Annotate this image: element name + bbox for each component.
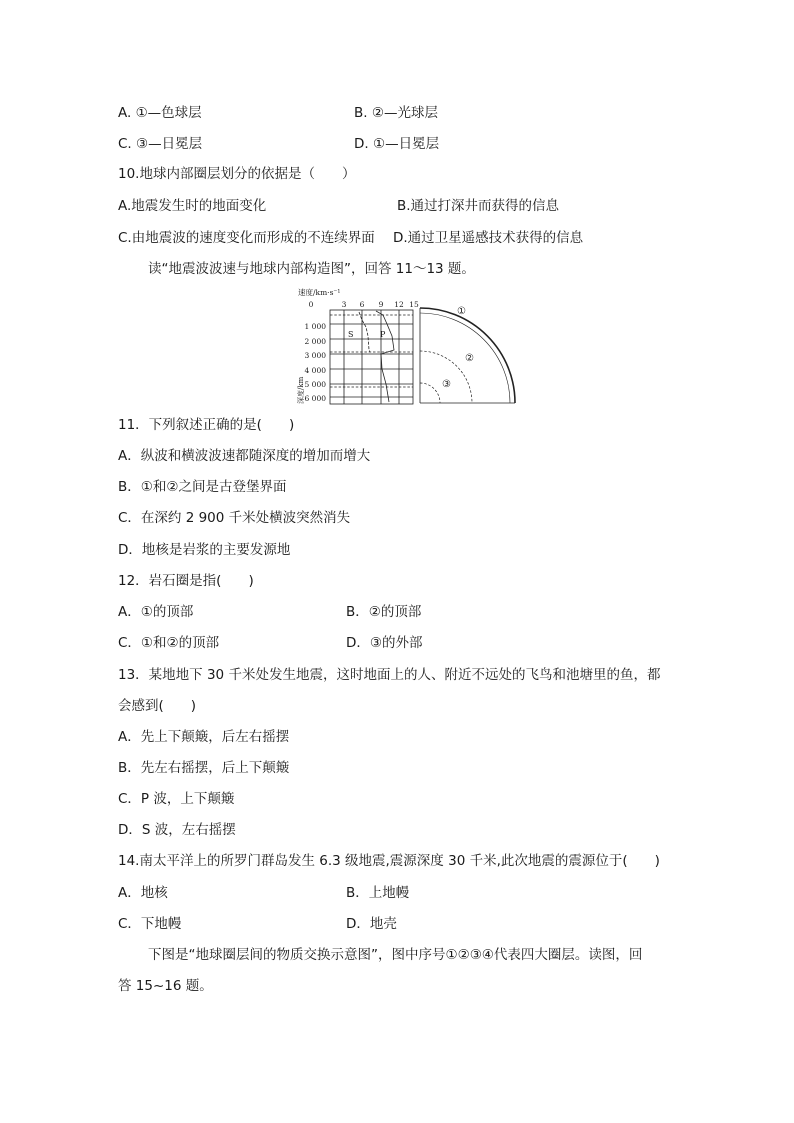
q9-option-b: B. ②—光球层 <box>354 105 438 121</box>
q10-option-c: C.由地震波的速度变化而形成的不连续界面 <box>118 230 375 246</box>
q10-stem: 10.地球内部圈层划分的依据是（ ） <box>118 166 356 182</box>
speed-tick-9: 9 <box>378 300 384 309</box>
depth-tick-4000: 4 000 <box>304 366 326 375</box>
depth-axis-label: 深度/km <box>297 376 305 404</box>
q12-stem: 12．岩石圈是指( ) <box>118 573 254 589</box>
intro-11-13: 读“地震波波速与地球内部构造图”，回答 11～13 题。 <box>148 261 475 277</box>
q9-option-c: C. ③—日冕层 <box>118 136 203 152</box>
q14-option-a: A．地核 <box>118 885 168 901</box>
q13-option-c: C．P 波，上下颠簸 <box>118 791 235 807</box>
q14-option-d: D．地壳 <box>346 916 397 932</box>
q13-option-a: A．先上下颠簸，后左右摇摆 <box>118 729 290 745</box>
boundary-dashed-lines <box>330 315 413 387</box>
intro-15-16-line1: 下图是“地球圈层间的物质交换示意图”，图中序号①②③④代表四大圈层。读图，回 <box>148 947 643 963</box>
layer-1-label: ① <box>457 306 466 317</box>
speed-tick-3: 3 <box>341 300 347 309</box>
q12-option-a: A．①的顶部 <box>118 604 194 620</box>
seismic-wave-figure <box>296 284 518 410</box>
q12-option-d: D．③的外部 <box>346 635 423 651</box>
speed-tick-0: 0 <box>308 300 314 309</box>
q11-option-b: B．①和②之间是古登堡界面 <box>118 479 287 495</box>
q10-option-b: B.通过打深井而获得的信息 <box>397 198 560 214</box>
q14-option-b: B．上地幔 <box>346 885 410 901</box>
q13-stem-line2: 会感到( ) <box>118 698 197 714</box>
p-wave-label: P <box>380 330 386 339</box>
q12-option-c: C．①和②的顶部 <box>118 635 220 651</box>
depth-tick-2000: 2 000 <box>304 337 326 346</box>
q9-option-d: D. ①—日冕层 <box>354 136 440 152</box>
q12-option-b: B．②的顶部 <box>346 604 422 620</box>
s-wave-label: S <box>348 330 354 339</box>
q11-stem: 11．下列叙述正确的是( ) <box>118 417 295 433</box>
q14-option-c: C．下地幔 <box>118 916 182 932</box>
q10-option-a: A.地震发生时的地面变化 <box>118 198 267 214</box>
q13-option-b: B．先左右摇摆，后上下颠簸 <box>118 760 290 776</box>
q11-option-a: A．纵波和横波波速都随深度的增加而增大 <box>118 448 371 464</box>
q9-option-a: A. ①—色球层 <box>118 105 202 121</box>
q13-stem-line1: 13．某地地下 30 千米处发生地震，这时地面上的人、附近不远处的飞鸟和池塘里的鱼，都 <box>118 667 661 683</box>
speed-tick-12: 12 <box>394 300 404 309</box>
chart-grid <box>330 310 413 404</box>
speed-axis-label: 速度/km·s⁻¹ <box>298 288 341 297</box>
depth-tick-3000: 3 000 <box>304 351 326 360</box>
q11-option-c: C．在深约 2 900 千米处横波突然消失 <box>118 510 351 526</box>
intro-15-16-line2: 答 15~16 题。 <box>118 978 213 994</box>
q11-option-d: D．地核是岩浆的主要发源地 <box>118 542 291 558</box>
layer-2-label: ② <box>465 353 474 364</box>
speed-tick-15: 15 <box>409 300 419 309</box>
q14-stem: 14.南太平洋上的所罗门群岛发生 6.3 级地震,震源深度 30 千米,此次地震的震源位于( ) <box>118 853 660 869</box>
s-wave-curve <box>359 312 370 352</box>
q10-option-d: D.通过卫星遥感技术获得的信息 <box>393 230 584 246</box>
layer-3-label: ③ <box>442 379 451 390</box>
depth-tick-6000: 6 000 <box>304 394 326 403</box>
speed-tick-6: 6 <box>359 300 365 309</box>
depth-tick-1000: 1 000 <box>304 322 326 331</box>
q13-option-d: D．S 波，左右摇摆 <box>118 822 236 838</box>
p-wave-curve <box>376 311 394 402</box>
depth-tick-5000: 5 000 <box>304 380 326 389</box>
